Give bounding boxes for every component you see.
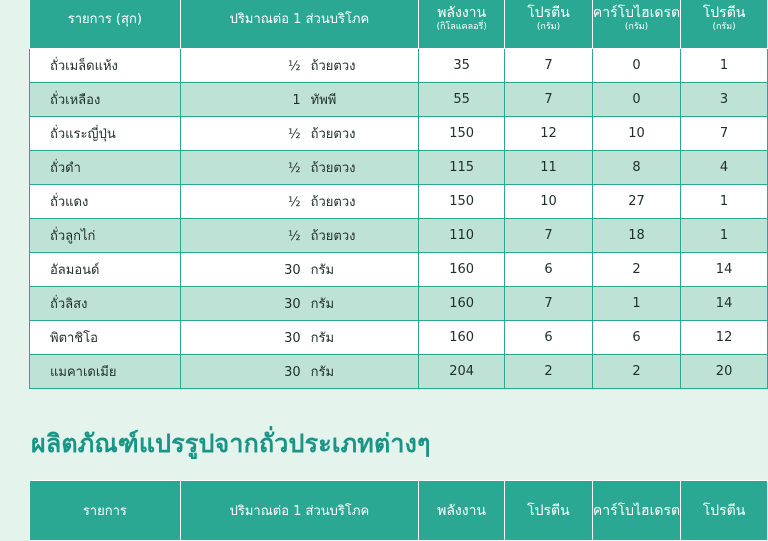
header-fat: [681, 0, 768, 49]
header-serving-label: ปริมาณต่อ 1 ส่วนบริโภค: [229, 504, 370, 519]
header-protein-label: โปรตีน: [527, 502, 570, 519]
cell-carb: 0: [592, 49, 680, 83]
cell-serving: [180, 219, 419, 253]
header-item: [30, 0, 181, 49]
cell-serving: [180, 355, 419, 389]
table-row: [30, 117, 768, 151]
table-row: [30, 151, 768, 185]
cell-serving: [180, 117, 419, 151]
table-row: [30, 287, 768, 321]
cell-qty: ½: [288, 59, 301, 74]
cell-fat: 4: [681, 151, 768, 185]
cell-name: ถั่วดำ: [30, 151, 181, 185]
cell-unit: กรัม: [310, 365, 335, 380]
cell-protein: 6: [505, 253, 593, 287]
header-energy: [419, 0, 505, 49]
cell-carb: 18: [592, 219, 680, 253]
cell-carb: 2: [592, 355, 680, 389]
cell-serving: [180, 151, 419, 185]
header-fat-label: โปรตีน: [702, 502, 746, 519]
cell-energy: 160: [419, 321, 505, 355]
cell-unit: ถ้วยตวง: [310, 229, 356, 244]
cell-protein: 7: [505, 219, 593, 253]
table-row: [30, 355, 768, 389]
cell-fat: 7: [681, 117, 768, 151]
cell-qty: ½: [288, 127, 301, 142]
cell-fat: 20: [681, 355, 768, 389]
cell-unit: ถ้วยตวง: [310, 195, 356, 210]
cell-energy: 35: [419, 49, 505, 83]
cell-fat: 14: [681, 253, 768, 287]
header-protein-unit: (กรัม): [536, 21, 561, 32]
cell-carb: 2: [592, 253, 680, 287]
cell-qty: 30: [284, 331, 301, 346]
header-energy-unit: (กิโลแคลอรี่): [436, 21, 487, 32]
cell-serving: [180, 49, 419, 83]
table-row: [30, 185, 768, 219]
table-row: [30, 49, 768, 83]
header-serving: [180, 481, 418, 541]
cell-carb: 27: [592, 185, 680, 219]
cell-name: ถั่วแดง: [30, 185, 181, 219]
cell-protein: 7: [505, 83, 593, 117]
cell-unit: กรัม: [310, 297, 335, 312]
cell-name: ถั่วเมล็ดแห้ง: [30, 49, 181, 83]
cell-unit: กรัม: [310, 331, 335, 346]
cell-serving: [180, 185, 419, 219]
header-protein: [505, 481, 593, 541]
cell-protein: 7: [505, 287, 593, 321]
nutrition-table-processed: [29, 480, 768, 541]
cell-fat: 3: [681, 83, 768, 117]
cell-protein: 6: [505, 321, 593, 355]
cell-protein: 7: [505, 49, 593, 83]
header-protein: [505, 0, 593, 49]
header-fat-label: โปรตีน: [702, 4, 746, 21]
cell-energy: 110: [419, 219, 505, 253]
cell-qty: ½: [288, 195, 301, 210]
cell-energy: 150: [419, 185, 505, 219]
cell-unit: ถ้วยตวง: [310, 127, 356, 142]
cell-fat: 14: [681, 287, 768, 321]
cell-name: แมคาเดเมีย: [30, 355, 181, 389]
table-row: [30, 219, 768, 253]
cell-protein: 11: [505, 151, 593, 185]
cell-carb: 1: [592, 287, 680, 321]
cell-fat: 1: [681, 49, 768, 83]
cell-name: ถั่วแระญี่ปุ่น: [30, 117, 181, 151]
table-row: [30, 83, 768, 117]
cell-qty: 30: [284, 297, 301, 312]
header-fat-unit: (กรัม): [712, 21, 736, 32]
cell-name: ถั่วลูกไก่: [30, 219, 181, 253]
cell-name: พิตาชิโอ: [30, 321, 181, 355]
header-serving-label: ปริมาณต่อ 1 ส่วนบริโภค: [229, 12, 370, 27]
cell-qty: ½: [288, 161, 301, 176]
cell-name: ถั่วลิสง: [30, 287, 181, 321]
cell-serving: [180, 287, 419, 321]
cell-fat: 12: [681, 321, 768, 355]
header-carb: [592, 481, 680, 541]
table-header: [30, 481, 768, 541]
cell-unit: ถ้วยตวง: [310, 59, 356, 74]
header-serving: [180, 0, 419, 49]
cell-protein: 10: [505, 185, 593, 219]
header-carb-label: คาร์โบไฮเดรต: [592, 4, 681, 21]
cell-name: ถั่วเหลือง: [30, 83, 181, 117]
cell-energy: 204: [419, 355, 505, 389]
cell-energy: 55: [419, 83, 505, 117]
cell-unit: ทัพพี: [310, 93, 337, 108]
header-carb: [592, 0, 680, 49]
cell-energy: 150: [419, 117, 505, 151]
header-item: [30, 481, 181, 541]
cell-serving: [180, 321, 419, 355]
cell-energy: 160: [419, 287, 505, 321]
table-row: [30, 321, 768, 355]
cell-fat: 1: [681, 219, 768, 253]
cell-fat: 1: [681, 185, 768, 219]
header-item-label: รายการ: [82, 504, 127, 519]
header-carb-unit: (กรัม): [624, 21, 649, 32]
cell-unit: กรัม: [310, 263, 335, 278]
header-energy-label: พลังงาน: [437, 4, 487, 21]
cell-qty: 1: [292, 93, 301, 108]
cell-protein: 2: [505, 355, 593, 389]
header-energy: [419, 481, 505, 541]
cell-energy: 115: [419, 151, 505, 185]
cell-qty: ½: [288, 229, 301, 244]
table-header: [30, 0, 768, 49]
cell-qty: 30: [284, 263, 301, 278]
header-carb-label: คาร์โบไฮเดรต: [592, 502, 681, 519]
header-protein-label: โปรตีน: [527, 4, 570, 21]
cell-carb: 6: [592, 321, 680, 355]
header-energy-label: พลังงาน: [437, 502, 487, 519]
cell-name: อัลมอนด์: [30, 253, 181, 287]
cell-qty: 30: [284, 365, 301, 380]
nutrition-table-cooked: [29, 0, 768, 389]
section-title: ผลิตภัณฑ์แปรรูปจากถั่วประเภทต่างๆ: [31, 429, 431, 458]
cell-energy: 160: [419, 253, 505, 287]
table-row: [30, 253, 768, 287]
cell-carb: 0: [592, 83, 680, 117]
cell-unit: ถ้วยตวง: [310, 161, 356, 176]
cell-protein: 12: [505, 117, 593, 151]
cell-serving: [180, 253, 419, 287]
cell-serving: [180, 83, 419, 117]
cell-carb: 8: [592, 151, 680, 185]
cell-carb: 10: [592, 117, 680, 151]
header-fat: [681, 481, 768, 541]
header-item-label: รายการ (สุก): [67, 12, 142, 27]
